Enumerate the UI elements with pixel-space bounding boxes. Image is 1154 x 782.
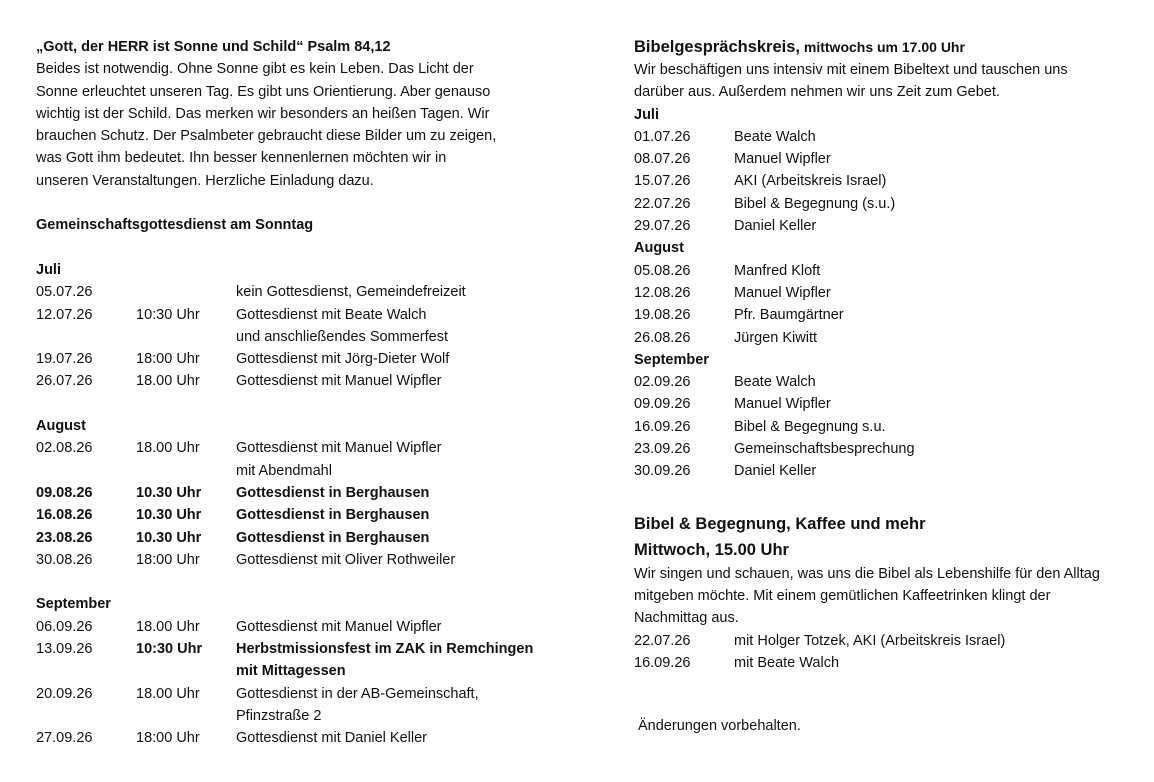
intro-line: Beides ist notwendig. Ohne Sonne gibt es kein Leben. Das Licht der	[36, 61, 474, 78]
row-event: kein Gottesdienst, Gemeindefreizeit	[236, 284, 466, 301]
row-date: 02.09.26	[634, 374, 691, 391]
row-time: 18.00 Uhr	[136, 618, 200, 635]
schedule-row	[634, 630, 1134, 652]
row-time: 18.00 Uhr	[136, 440, 200, 457]
row-event: Pfinzstraße 2	[236, 707, 322, 724]
schedule-row	[634, 170, 1134, 192]
intro-line: Wir singen und schauen, was uns die Bibel als Lebenshilfe für den Alltag	[634, 565, 1100, 582]
intro-line: wichtig ist der Schild. Das merken wir besonders an heißen Tagen. Wir	[36, 105, 490, 122]
intro-line: darüber aus. Außerdem nehmen wir uns Zeit zum Gebet.	[634, 84, 1000, 101]
schedule-row	[634, 148, 1134, 170]
row-time: 18.00 Uhr	[136, 685, 200, 702]
bb-subtitle: Mittwoch, 15.00 Uhr	[634, 540, 789, 559]
service-schedule	[36, 237, 596, 750]
row-date: 22.07.26	[634, 632, 691, 649]
row-time: 18:00 Uhr	[136, 730, 200, 747]
row-leader: Daniel Keller	[734, 218, 817, 235]
intro-line: Sonne erleuchtet unseren Tag. Es gibt uns Orientierung. Aber genauso	[36, 83, 491, 100]
row-date: 01.07.26	[634, 128, 691, 145]
schedule-row	[634, 460, 1134, 482]
row-leader: Pfr. Baumgärtner	[734, 307, 844, 324]
row-date: 20.09.26	[36, 685, 93, 702]
row-date: 23.09.26	[634, 441, 691, 458]
month-heading: September	[36, 596, 111, 613]
bible-circle-intro	[634, 59, 1134, 104]
schedule-row	[36, 281, 596, 303]
schedule-row	[634, 304, 1134, 326]
row-date: 22.07.26	[634, 195, 691, 212]
row-guest: mit Holger Totzek, AKI (Arbeitskreis Israel)	[734, 632, 1006, 649]
schedule-row	[634, 393, 1134, 415]
row-leader: Manfred Kloft	[734, 262, 821, 279]
footer-note: Änderungen vorbehalten.	[638, 718, 801, 734]
row-time: 10.30 Uhr	[136, 507, 202, 524]
row-date: 27.09.26	[36, 730, 93, 747]
row-leader: Bibel & Begegnung s.u.	[734, 418, 886, 435]
row-event: Gottesdienst mit Manuel Wipfler	[236, 440, 442, 457]
bible-circle-title-sub: mittwochs um 17.00 Uhr	[800, 39, 965, 55]
schedule-row	[36, 660, 596, 682]
schedule-row	[634, 215, 1134, 237]
row-time: 10.30 Uhr	[136, 529, 202, 546]
row-date: 05.08.26	[634, 262, 691, 279]
schedule-row	[36, 304, 596, 326]
row-date: 12.07.26	[36, 306, 93, 323]
schedule-row	[36, 549, 596, 571]
row-leader: Gemeinschaftsbesprechung	[734, 441, 915, 458]
schedule-row	[634, 282, 1134, 304]
intro-text	[36, 58, 596, 192]
row-leader: AKI (Arbeitskreis Israel)	[734, 173, 887, 190]
month-heading: Juli	[36, 261, 61, 278]
intro-line: brauchen Schutz. Der Psalmbeter gebraucht diese Bilder um zu zeigen,	[36, 128, 497, 145]
row-leader: Manuel Wipfler	[734, 284, 831, 301]
row-event: Gottesdienst in Berghausen	[236, 484, 430, 501]
row-date: 06.09.26	[36, 618, 93, 635]
left-column	[36, 36, 596, 750]
row-guest: mit Beate Walch	[734, 654, 840, 671]
row-leader: Bibel & Begegnung (s.u.)	[734, 195, 896, 212]
row-date: 19.07.26	[36, 351, 93, 368]
schedule-row	[36, 683, 596, 705]
row-leader: Beate Walch	[734, 374, 816, 391]
row-time: 10.30 Uhr	[136, 484, 202, 501]
row-time: 18.00 Uhr	[136, 373, 200, 390]
schedule-row	[634, 416, 1134, 438]
schedule-row	[634, 260, 1134, 282]
row-leader: Manuel Wipfler	[734, 396, 831, 413]
row-date: 29.07.26	[634, 218, 691, 235]
psalm-title: „Gott, der HERR ist Sonne und Schild“ Psalm 84,12	[36, 39, 391, 55]
schedule-row	[36, 348, 596, 370]
row-time: 10:30 Uhr	[136, 641, 203, 658]
schedule-row	[36, 616, 596, 638]
schedule-row	[36, 326, 596, 348]
bible-circle-title-main: Bibelgesprächskreis,	[634, 38, 800, 56]
row-date: 30.09.26	[634, 463, 691, 480]
row-event: mit Abendmahl	[236, 462, 332, 479]
bb-intro	[634, 563, 1134, 630]
row-date: 16.09.26	[634, 418, 691, 435]
row-event: Gottesdienst mit Oliver Rothweiler	[236, 551, 456, 568]
bb-schedule	[634, 630, 1134, 675]
row-time: 10:30 Uhr	[136, 306, 200, 323]
schedule-row	[36, 527, 596, 549]
row-date: 08.07.26	[634, 151, 691, 168]
month-heading: Juli	[634, 106, 659, 123]
row-date: 09.09.26	[634, 396, 691, 413]
row-time: 18:00 Uhr	[136, 551, 200, 568]
row-date: 05.07.26	[36, 284, 93, 301]
schedule-row	[36, 504, 596, 526]
row-date: 09.08.26	[36, 484, 93, 501]
month-heading: August	[36, 418, 86, 435]
row-time: 18:00 Uhr	[136, 351, 200, 368]
schedule-row	[634, 438, 1134, 460]
row-date: 02.08.26	[36, 440, 93, 457]
row-event: und anschließendes Sommerfest	[236, 328, 448, 345]
intro-line: was Gott ihm bedeutet. Ihn besser kennenlernen möchten wir in	[36, 150, 447, 167]
spacer	[36, 237, 596, 259]
intro-line: unseren Veranstaltungen. Herzliche Einladung dazu.	[36, 172, 374, 189]
schedule-row	[36, 460, 596, 482]
row-date: 12.08.26	[634, 284, 691, 301]
intro-line: Wir beschäftigen uns intensiv mit einem Bibeltext und tauschen uns	[634, 62, 1068, 78]
row-event: Gottesdienst mit Jörg-Dieter Wolf	[236, 351, 450, 368]
row-date: 13.09.26	[36, 641, 93, 658]
schedule-row	[36, 638, 596, 660]
schedule-row	[634, 327, 1134, 349]
row-date: 26.07.26	[36, 373, 93, 390]
schedule-row	[36, 437, 596, 459]
bible-circle-title	[634, 35, 1134, 59]
row-event: Gottesdienst in Berghausen	[236, 529, 430, 546]
schedule-row	[36, 727, 596, 749]
row-leader: Manuel Wipfler	[734, 151, 831, 168]
month-heading: September	[634, 351, 709, 368]
schedule-row	[36, 705, 596, 727]
row-event: Gottesdienst mit Daniel Keller	[236, 730, 427, 747]
schedule-row	[36, 370, 596, 392]
row-date: 26.08.26	[634, 329, 691, 346]
row-event: Gottesdienst in der AB-Gemeinschaft,	[236, 685, 479, 702]
row-date: 16.08.26	[36, 507, 93, 524]
schedule-row	[634, 371, 1134, 393]
row-leader: Beate Walch	[734, 128, 816, 145]
intro-line: Nachmittag aus.	[634, 610, 739, 627]
row-event: Gottesdienst mit Manuel Wipfler	[236, 618, 442, 635]
row-date: 15.07.26	[634, 173, 691, 190]
spacer	[36, 393, 596, 415]
row-event: Gottesdienst mit Beate Walch	[236, 306, 427, 323]
schedule-row	[634, 652, 1134, 674]
row-date: 16.09.26	[634, 654, 691, 671]
row-date: 23.08.26	[36, 529, 93, 546]
row-event: Herbstmissionsfest im ZAK in Remchingen	[236, 641, 534, 658]
bible-circle-schedule	[634, 104, 1134, 483]
spacer	[36, 571, 596, 593]
schedule-row	[36, 482, 596, 504]
row-date: 30.08.26	[36, 551, 93, 568]
schedule-row	[634, 193, 1134, 215]
bb-title: Bibel & Begegnung, Kaffee und mehr	[634, 514, 926, 533]
row-event: Gottesdienst mit Manuel Wipfler	[236, 373, 442, 390]
section-title: Gemeinschaftsgottesdienst am Sonntag	[36, 217, 314, 234]
row-date: 19.08.26	[634, 307, 691, 324]
row-leader: Jürgen Kiwitt	[734, 329, 818, 346]
month-heading: August	[634, 240, 684, 257]
row-leader: Daniel Keller	[734, 463, 817, 480]
row-event: mit Mittagessen	[236, 663, 346, 680]
intro-line: mitgeben möchte. Mit einem gemütlichen Kaffeetrinken klingt der	[634, 587, 1051, 604]
right-column	[634, 36, 1134, 674]
row-event: Gottesdienst in Berghausen	[236, 507, 430, 524]
schedule-row	[634, 126, 1134, 148]
